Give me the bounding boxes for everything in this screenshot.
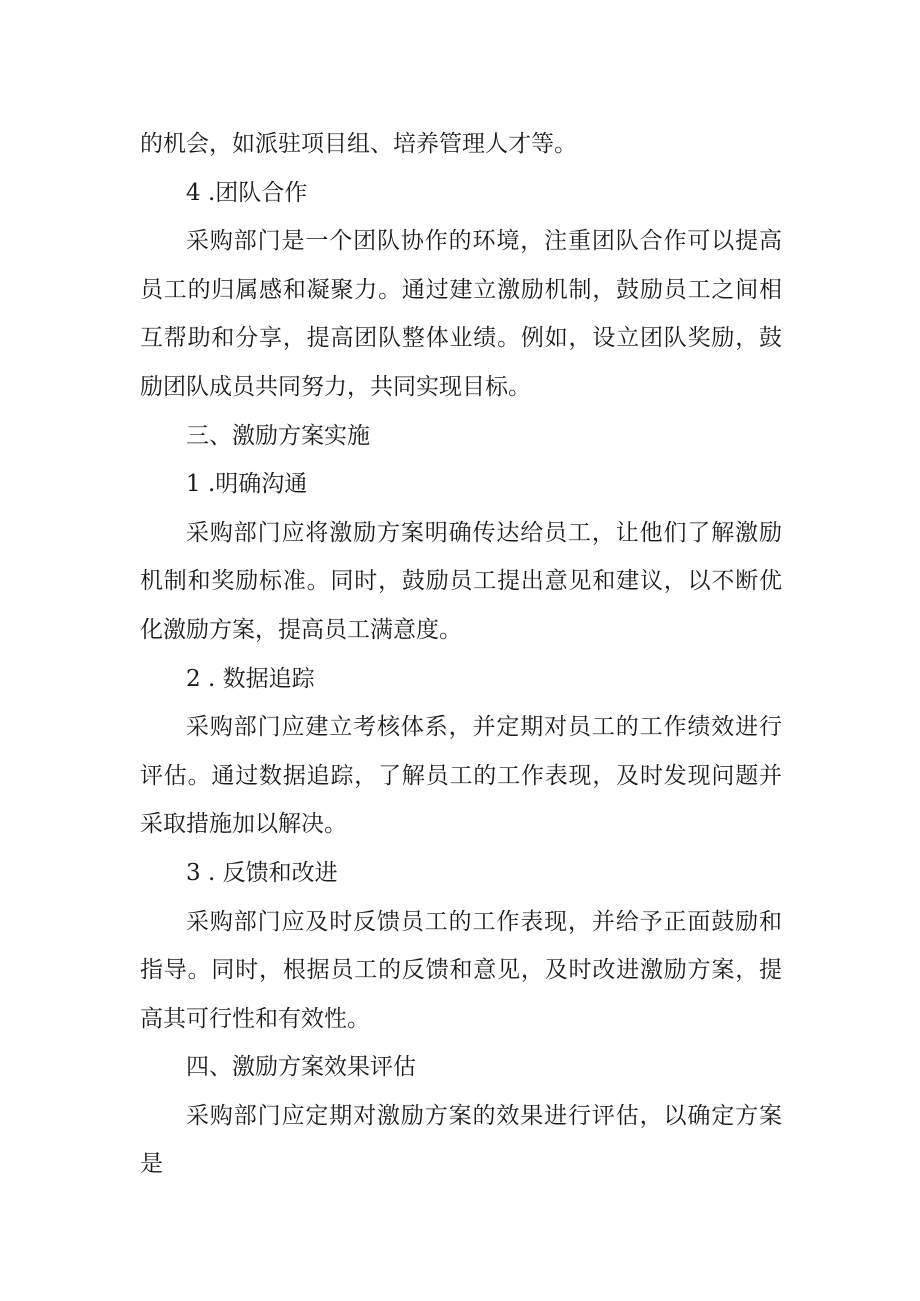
section-heading-data-tracking: 2 . 数据追踪 bbox=[186, 665, 315, 692]
section-heading-team-cooperation: 4 .团队合作 bbox=[186, 179, 308, 206]
section-heading-implementation: 三、激励方案实施 bbox=[186, 422, 370, 449]
paragraph-team-cooperation: 采购部门是一个团队协作的环境，注重团队合作可以提高员工的归属感和凝聚力。通过建立激励机制，鼓励员工之间相互帮助和分享，提高团队整体业绩。例如，设立团队奖励，鼓励团队成员共同努力，共同实现目标。 bbox=[140, 228, 782, 400]
document-body bbox=[140, 120, 782, 1189]
paragraph-data-tracking: 采购部门应建立考核体系，并定期对员工的工作绩效进行评估。通过数据追踪，了解员工的工作表现，及时发现问题并采取措施加以解决。 bbox=[140, 714, 782, 838]
section-heading-clear-communication: 1 .明确沟通 bbox=[186, 471, 308, 498]
paragraph-continuation: 的机会，如派驻项目组、培养管理人才等。 bbox=[140, 131, 577, 157]
section-heading-feedback: 3 . 反馈和改进 bbox=[186, 859, 338, 886]
paragraph-feedback: 采购部门应及时反馈员工的工作表现，并给予正面鼓励和指导。同时，根据员工的反馈和意见，及时改进激励方案，提高其可行性和有效性。 bbox=[140, 908, 782, 1032]
section-heading-evaluation: 四、激励方案效果评估 bbox=[186, 1054, 416, 1081]
paragraph-clear-communication: 采购部门应将激励方案明确传达给员工，让他们了解激励机制和奖励标准。同时，鼓励员工提出意见和建议，以不断优化激励方案，提高员工满意度。 bbox=[140, 519, 782, 643]
paragraph-evaluation: 采购部门应定期对激励方案的效果进行评估，以确定方案是 bbox=[140, 1102, 782, 1178]
